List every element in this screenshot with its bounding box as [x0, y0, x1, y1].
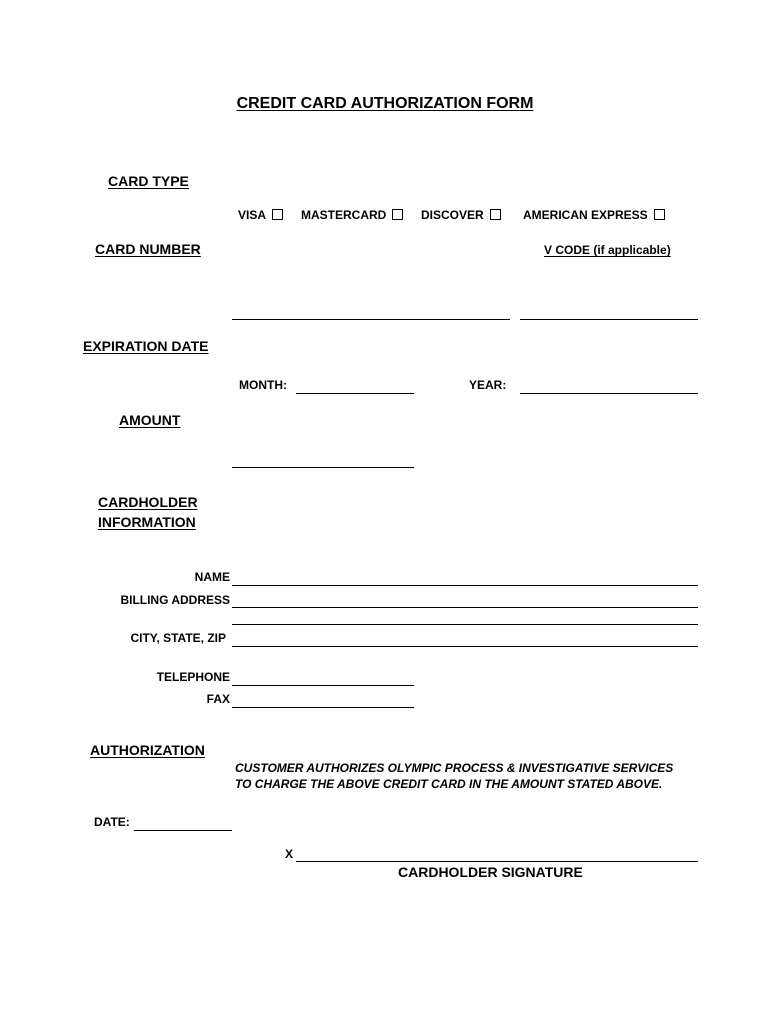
card-number-heading: CARD NUMBER — [95, 241, 201, 257]
authorization-heading: AUTHORIZATION — [90, 742, 205, 758]
signature-x-mark: X — [285, 847, 294, 861]
card-option-label: AMERICAN EXPRESS — [523, 208, 648, 222]
authorization-text-line2: TO CHARGE THE ABOVE CREDIT CARD IN THE AMOUNT STATED ABOVE. — [235, 777, 663, 791]
name-label: NAME — [194, 570, 230, 584]
name-field[interactable] — [232, 585, 698, 586]
fax-label: FAX — [206, 692, 230, 706]
card-option-mastercard[interactable] — [301, 208, 403, 222]
telephone-label: TELEPHONE — [156, 670, 230, 684]
year-field[interactable] — [520, 393, 698, 394]
city-state-zip-field[interactable] — [232, 646, 698, 647]
signature-field[interactable] — [296, 861, 698, 862]
date-label: DATE: — [94, 815, 130, 829]
checkbox-discover[interactable] — [490, 209, 501, 220]
card-type-heading: CARD TYPE — [108, 173, 189, 189]
month-field[interactable] — [296, 393, 414, 394]
billing-address-label: BILLING ADDRESS — [120, 593, 230, 607]
cardholder-heading-line1: CARDHOLDER — [98, 494, 198, 510]
card-number-field[interactable] — [232, 319, 510, 320]
vcode-label: V CODE (if applicable) — [544, 243, 671, 257]
checkbox-amex[interactable] — [654, 209, 665, 220]
card-option-amex[interactable] — [523, 208, 665, 222]
checkbox-visa[interactable] — [272, 209, 283, 220]
card-option-label: DISCOVER — [421, 208, 484, 222]
checkbox-mastercard[interactable] — [392, 209, 403, 220]
expiration-heading: EXPIRATION DATE — [83, 338, 209, 354]
cardholder-heading-line2: INFORMATION — [98, 514, 196, 530]
date-field[interactable] — [134, 830, 232, 831]
telephone-field[interactable] — [232, 685, 414, 686]
billing-address-field-2[interactable] — [232, 624, 698, 625]
form-title: CREDIT CARD AUTHORIZATION FORM — [236, 95, 534, 112]
signature-label: CARDHOLDER SIGNATURE — [398, 864, 583, 880]
card-option-visa[interactable] — [238, 208, 283, 222]
fax-field[interactable] — [232, 707, 414, 708]
billing-address-field[interactable] — [232, 607, 698, 608]
year-label: YEAR: — [469, 378, 507, 392]
card-option-label: VISA — [238, 208, 267, 222]
card-option-discover[interactable] — [421, 208, 501, 222]
amount-field[interactable] — [232, 467, 414, 468]
month-label: MONTH: — [239, 378, 287, 392]
amount-heading: AMOUNT — [119, 412, 181, 428]
authorization-text-line1: CUSTOMER AUTHORIZES OLYMPIC PROCESS & INVESTIGATIVE SERVICES — [235, 761, 674, 775]
city-state-zip-label: CITY, STATE, ZIP — [130, 631, 226, 645]
card-option-label: MASTERCARD — [301, 208, 387, 222]
vcode-field[interactable] — [520, 319, 698, 320]
